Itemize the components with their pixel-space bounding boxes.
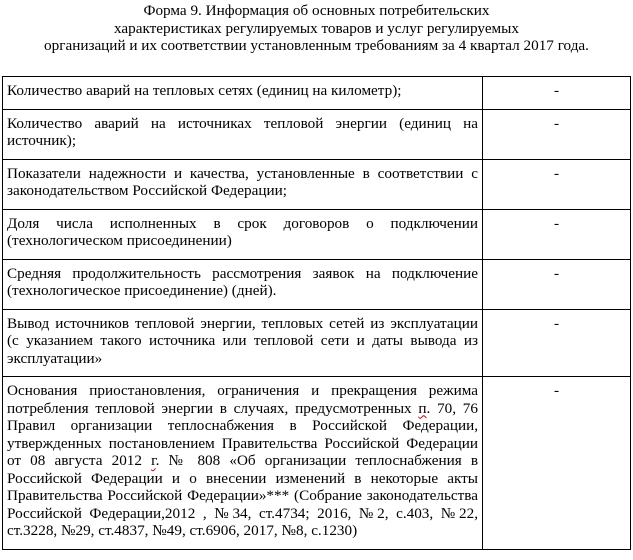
row-description-part: Основания приостановления, ограничения и прекращения режима потребления тепловой энергии в случаях, предусмотренных: [7, 382, 478, 417]
form-title: [0, 2, 633, 55]
table-row: [3, 259, 631, 309]
row-value: -: [483, 77, 631, 110]
row-description: Количество аварий на источниках тепловой энергии (единиц на источник);: [3, 109, 483, 159]
table-row: [3, 77, 631, 110]
spellcheck-marked-word: г: [151, 452, 156, 469]
row-description: Средняя продолжительность рассмотрения заявок на подключение (технологическое присоединение) (дней).: [3, 259, 483, 309]
table-row: [3, 377, 631, 550]
table-row: [3, 109, 631, 159]
row-description-part: . № 808 «Об организации теплоснабжения в Российской Федерации и о внесении изменений в некоторые акты Правительства Российской Федерации»*** (Собрание законодательства Российской Федерации,2012 , №34, ст.4734; 2016, №2, с.403, №22, ст.3228, №29, ст.4837, №49, ст.6906, 2017, №8, с.1230): [7, 452, 478, 539]
row-value: -: [483, 377, 631, 550]
characteristics-table: [2, 76, 631, 550]
table-row: [3, 159, 631, 209]
spellcheck-marked-word: п: [418, 399, 427, 417]
form-title-line-1: Форма 9. Информация об основных потребительских: [143, 2, 490, 19]
row-value: -: [483, 109, 631, 159]
row-description: Доля числа исполненных в срок договоров о подключении (технологическом присоединении): [3, 209, 483, 259]
row-description-part: . 70, 76 Правил организации теплоснабжения в Российской Федерации, утвержденных постановлением Правительства Российской Федерации от 08 августа 2012: [7, 399, 478, 469]
row-description: Показатели надежности и качества, установленные в соответствии с законодательством Российской Федерации;: [3, 159, 483, 209]
row-value: -: [483, 159, 631, 209]
form-title-line-2: характеристиках регулируемых товаров и услуг регулируемых: [114, 19, 519, 37]
row-value: -: [483, 209, 631, 259]
table-row: [3, 209, 631, 259]
row-value: -: [483, 309, 631, 377]
row-value: -: [483, 259, 631, 309]
row-description: [3, 377, 483, 550]
table-row: [3, 309, 631, 377]
row-description: Вывод источников тепловой энергии, тепловых сетей из эксплуатации (с указанием такого источника или тепловой сети и даты вывода из эксплуатации»: [3, 309, 483, 377]
form-title-line-3: организаций и их соответствии установленным требованиям за 4 квартал 2017 года.: [44, 37, 589, 54]
row-description: Количество аварий на тепловых сетях (единиц на километр);: [3, 77, 483, 110]
